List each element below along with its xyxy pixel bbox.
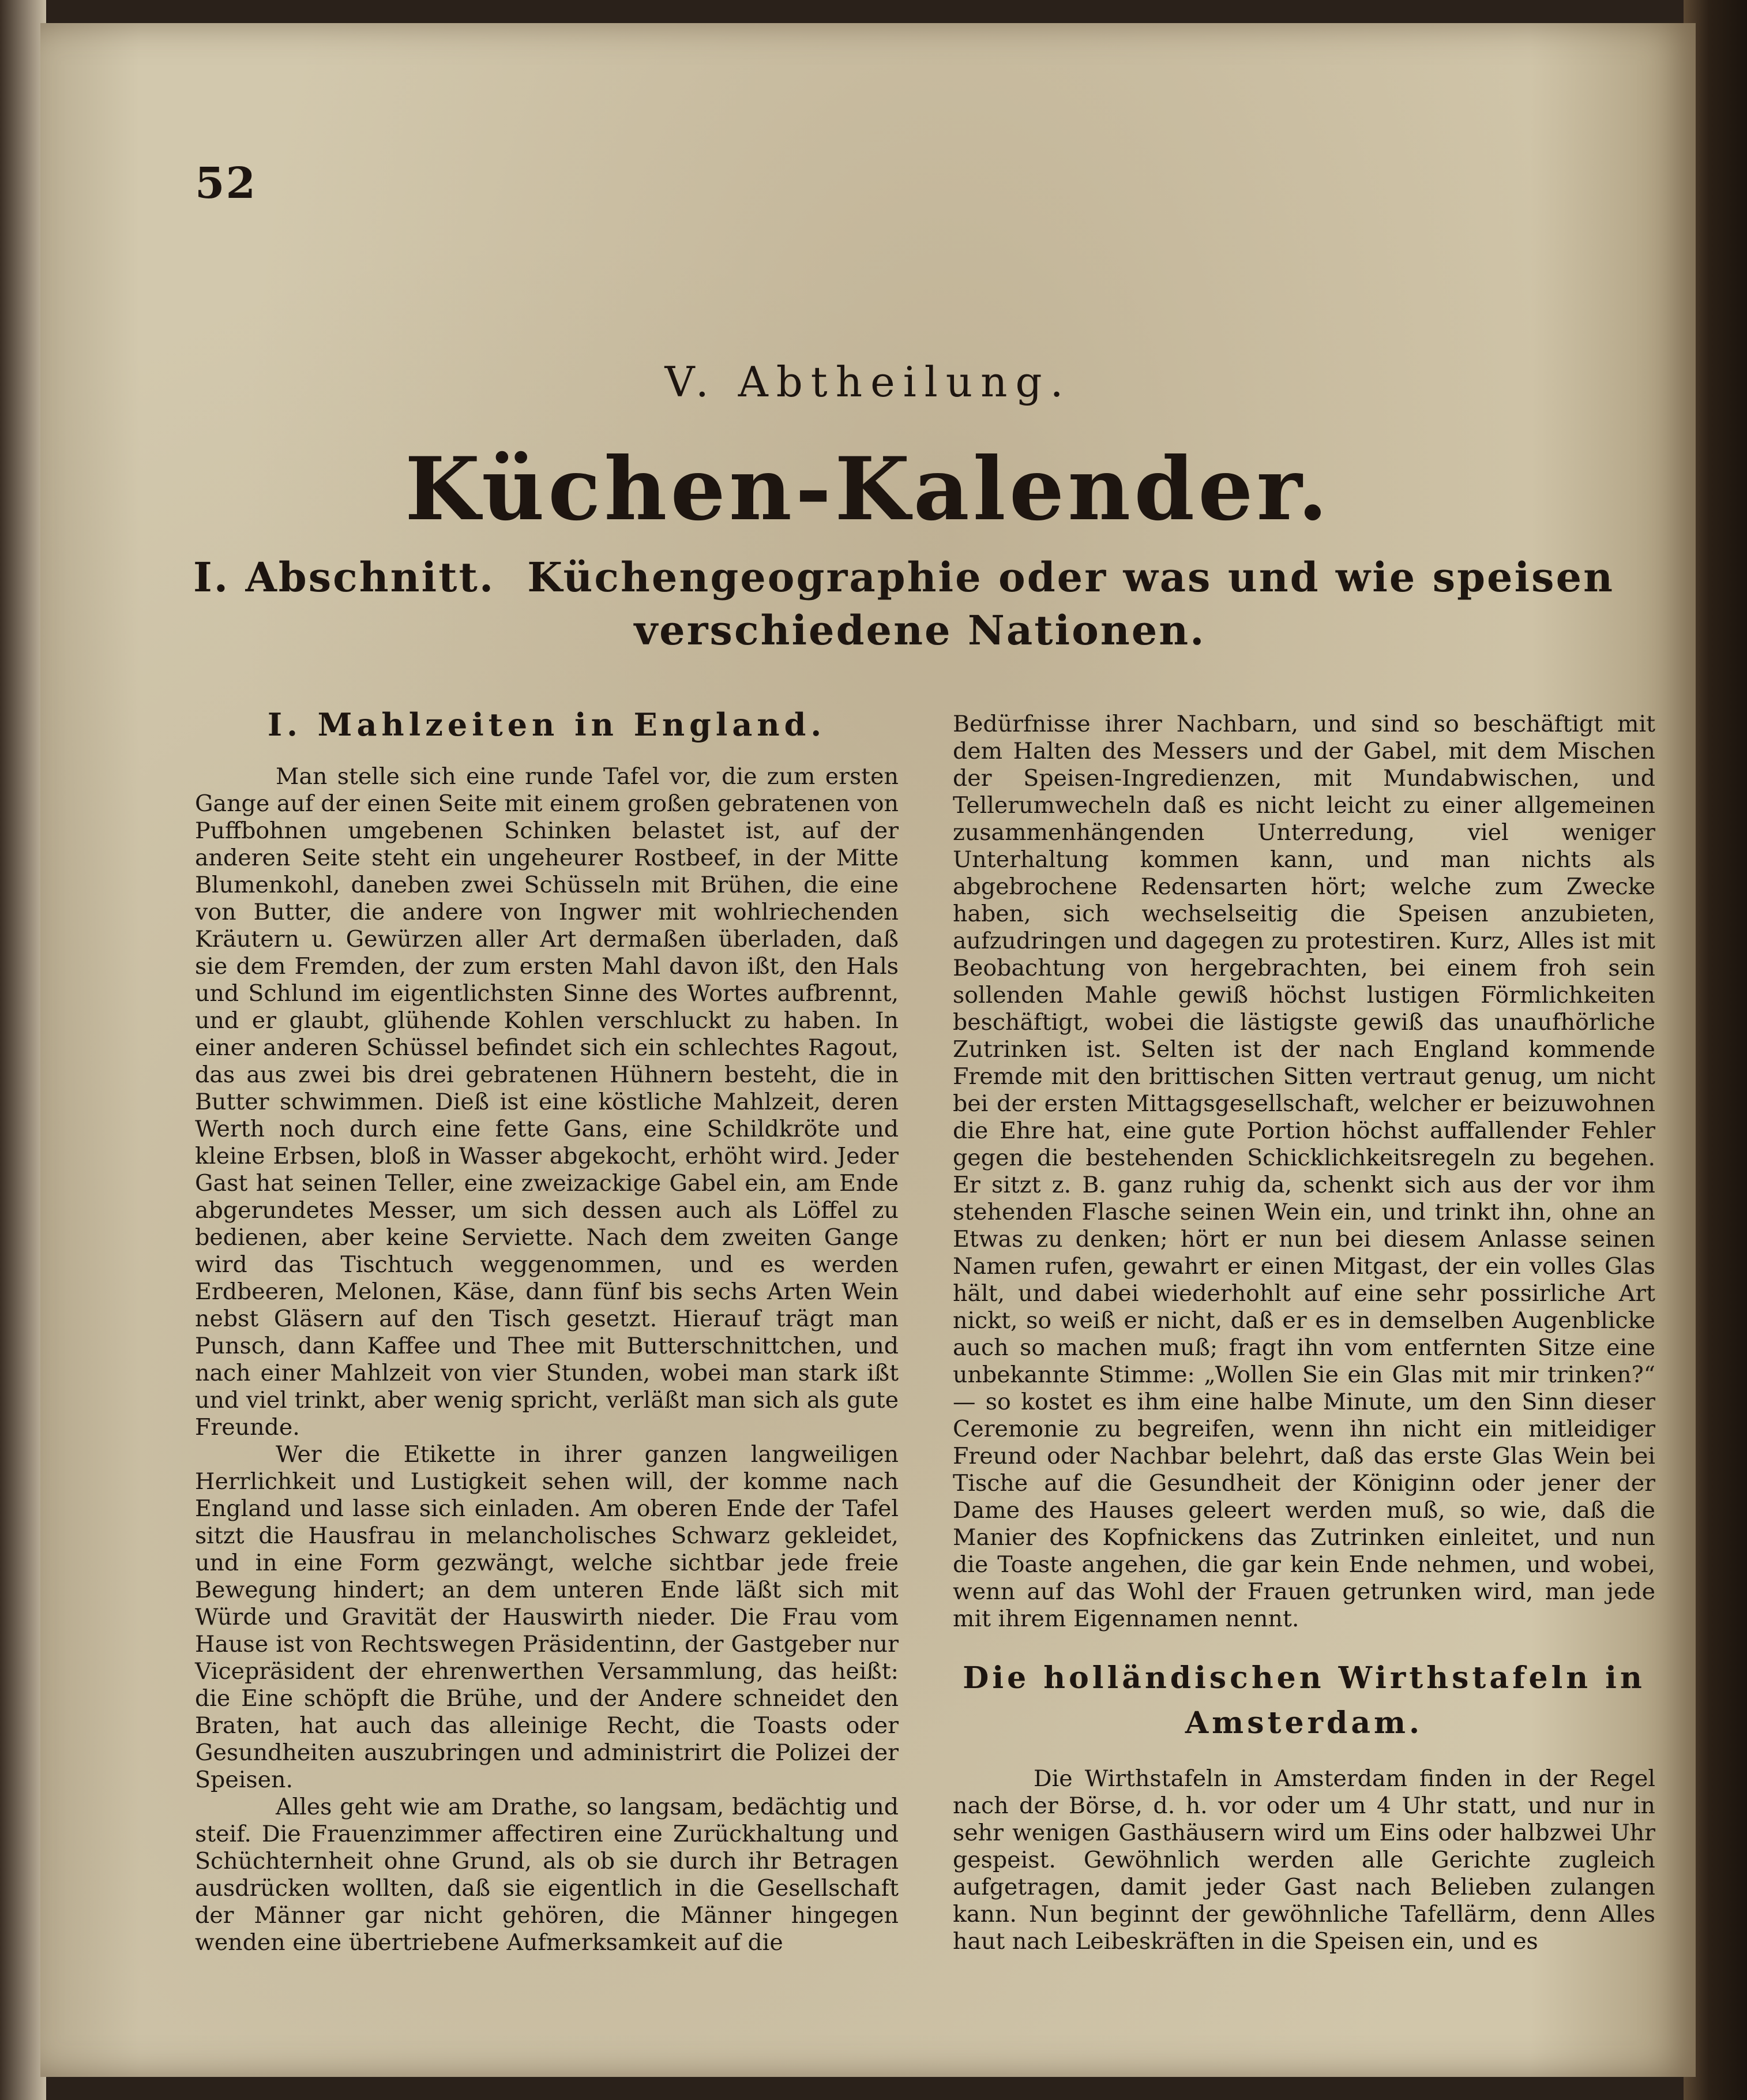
section-title: Küchengeographie oder was und wie speisen verschiedene Nationen. [527, 553, 1615, 654]
paragraph: Die Wirthstafeln in Amsterdam finden in der Regel nach der Börse, d. h. vor oder um 4 Uhr statt, und nur in sehr wenigen Gasthäusern wird um Eins oder halbzwei Uhr gespeist. Gewöhnlich werden alle Gerichte zugleich aufgetragen, damit jeder Gast nach Belieben zulangen kann. Nun beginnt der gewöhnliche Tafellärm, denn Alles haut nach Leibeskräften in die Speisen ein, und es [953, 1765, 1655, 1955]
paragraph: Man stelle sich eine runde Tafel vor, die zum ersten Gange auf der einen Seite mit einem großen gebratenen von Puffbohnen umgebenen Schinken belastet ist, auf der anderen Seite steht ein ungeheurer Rostbeef, in der Mitte Blumenkohl, daneben zwei Schüsseln mit Brühen, die eine von Butter, die andere von Ingwer mit wohlriechenden Kräutern u. Gewürzen aller Art dermaßen überladen, daß sie dem Fremden, der zum ersten Mahl davon ißt, den Hals und Schlund im eigentlichsten Sinne des Wortes aufbrennt, und er glaubt, glühende Kohlen verschluckt zu haben. In einer anderen Schüssel befindet sich ein schlechtes Ragout, das aus zwei bis drei gebratenen Hühnern besteht, die in Butter schwimmen. Dieß ist eine köstliche Mahlzeit, deren Werth noch durch eine fette Gans, eine Schildkröte und kleine Erbsen, bloß in Wasser abgekocht, erhöht wird. Jeder Gast hat seinen Teller, eine zweizackige Gabel ein, am Ende abgerundetes Messer, um sich dessen auch als Löffel zu bedienen, aber keine Serviette. Nach dem zweiten Gange wird das Tischtuch weggenommen, und es werden Erdbeeren, Melonen, Käse, dann fünf bis sechs Arten Wein nebst Gläsern auf den Tisch gesetzt. Hierauf trägt man Punsch, dann Kaffee und Thee mit Butterschnittchen, und nach einer Mahlzeit von vier Stunden, wobei man stark ißt und viel trinkt, aber wenig spricht, verläßt man sich als gute Freunde. [195, 763, 899, 1441]
paragraph-continuation: Bedürfnisse ihrer Nachbarn, und sind so beschäftigt mit dem Halten des Messers und der Gabel, mit dem Mischen der Speisen-Ingredienzen, mit Mundabwischen, und Tellerumwecheln daß es nicht leicht zu einer allgemeinen zusammenhängenden Unterredung, viel weniger Unterhaltung kommen kann, und man nichts als abgebrochene Redensarten hört; welche zum Zwecke haben, sich wechselseitig die Speisen anzubieten, aufzudringen und dagegen zu protestiren. Kurz, Alles ist mit Beobachtung von hergebrachten, bei einem froh sein sollenden Mahle gewiß höchst lustigen Förmlichkeiten beschäftigt, wobei die lästigste gewiß das unaufhörliche Zutrinken ist. Selten ist der nach England kommende Fremde mit den brittischen Sitten vertraut genug, um nicht bei der ersten Mittagsgesellschaft, welcher er beizuwohnen die Ehre hat, eine gute Portion höchst auffallender Fehler gegen die bestehenden Schicklichkeitsregeln zu begehen. Er sitzt z. B. ganz ruhig da, schenkt sich aus der vor ihm stehenden Flasche seinen Wein ein, und trinkt ihn, ohne an Etwas zu denken; hört er nun bei diesem Anlasse seinen Namen rufen, gewahrt er einen Mitgast, der ein volles Glas hält, und dabei wiederhohlt auf eine sehr possirliche Art nickt, so weiß er nicht, daß er es in demselben Augenblicke auch so machen muß; fragt ihn vom entfernten Sitze eine unbekannte Stimme: „Wollen Sie ein Glas mit mir trinken?“ — so kostet es ihm eine halbe Minute, um den Sinn dieser Ceremonie zu begreifen, wenn ihn nicht ein mitleidiger Freund oder Nachbar belehrt, daß das erste Glas Wein bei Tische auf die Gesundheit der Königinn oder jener der Dame des Hauses geleert werden muß, so wie, daß die Manier des Kopfnickens das Zutrinken einleitet, und nun die Toaste angehen, die gar kein Ende nehmen, und wobei, wenn auf das Wohl der Frauen getrunken wird, man jede mit ihrem Eigennamen nennt. [953, 711, 1655, 1632]
article-heading-amsterdam: Die holländischen Wirthstafeln in Amsterdam. [963, 1660, 1645, 1741]
left-column [195, 707, 899, 1956]
article-heading-england: I. Mahlzeiten in England. [267, 706, 826, 743]
section-lead: I. Abschnitt. [193, 553, 495, 601]
section-heading [193, 551, 1647, 657]
paragraph: Wer die Etikette in ihrer ganzen langweiligen Herrlichkeit und Lustigkeit sehen will, der komme nach England und lasse sich einladen. Am oberen Ende der Tafel sitzt die Hausfrau in melancholisches Schwarz gekleidet, und in eine Form gezwängt, welche sichtbar jede freie Bewegung hindert; an dem unteren Ende läßt sich mit Würde und Gravität der Hauswirth nieder. Die Frau vom Hause ist von Rechtswegen Präsidentinn, der Gastgeber nur Vicepräsident der ehrenwerthen Versammlung, das heißt: die Eine schöpft die Brühe, und der Andere schneidet den Braten, hat auch das alleinige Recht, die Toasts oder Gesundheiten auszubringen und administrirt die Polizei der Speisen. [195, 1441, 899, 1793]
book-page [40, 23, 1696, 2077]
book-edge-left [0, 0, 46, 2100]
main-title: Küchen-Kalender. [404, 438, 1332, 540]
page-number: 52 [195, 159, 257, 208]
right-column [953, 711, 1655, 1955]
paragraph: Alles geht wie am Drathe, so langsam, bedächtig und steif. Die Frauenzimmer affectiren eine Zurückhaltung und Schüchternheit ohne Grund, als ob sie durch ihr Betragen ausdrücken wollten, daß sie eigentlich in die Gesellschaft der Männer gar nicht gehören, die Männer hingegen wenden eine übertriebene Aufmerksamkeit auf die [195, 1794, 899, 1956]
division-heading: V. Abtheilung. [664, 358, 1072, 406]
